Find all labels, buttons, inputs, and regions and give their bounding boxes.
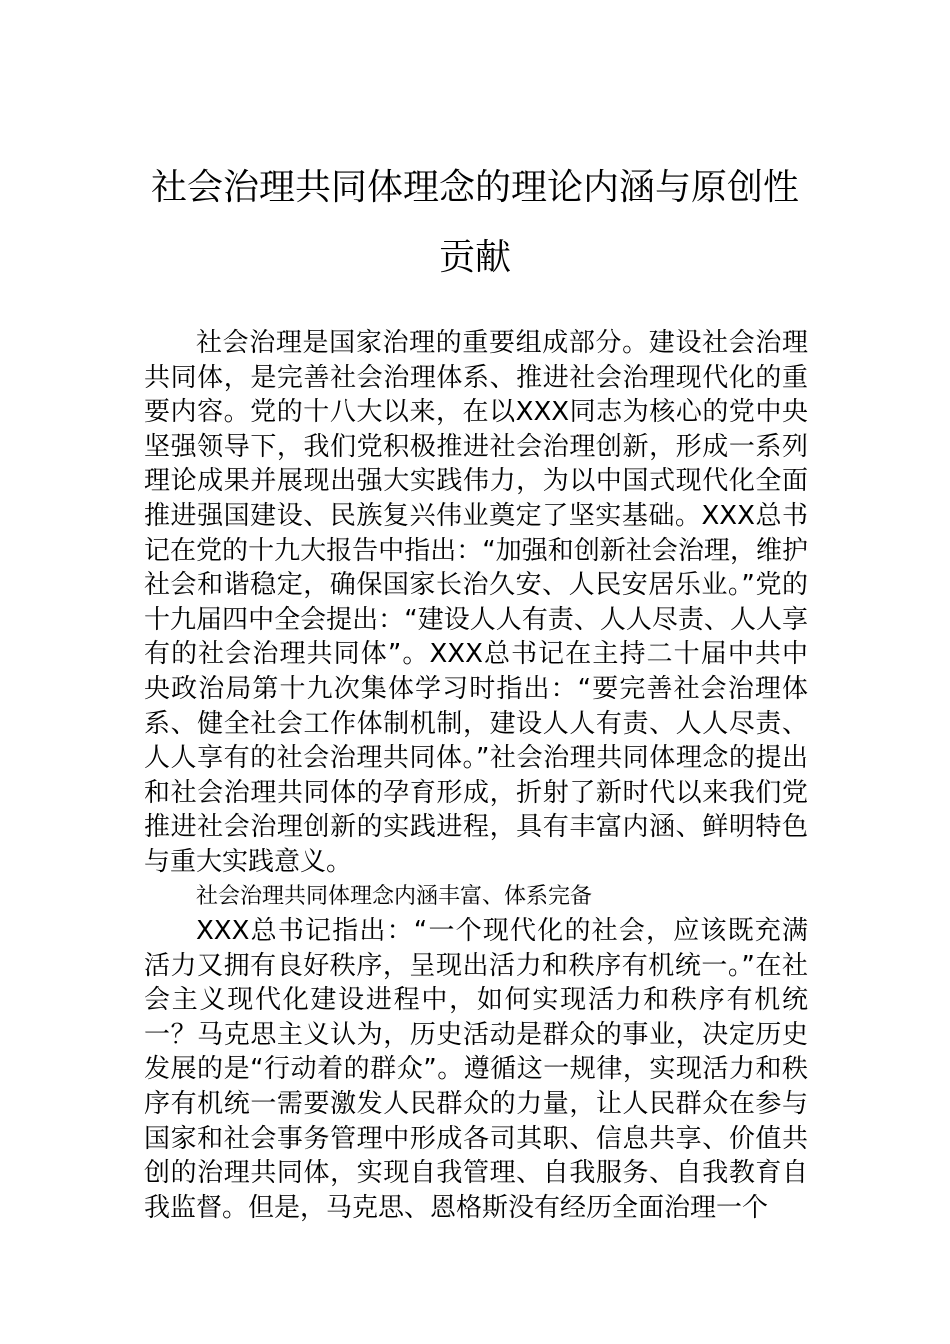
document-title-line-2: 贡献 [438,237,511,278]
body-paragraph-1: 社会治理是国家治理的重要组成部分。建设社会治理共同体，是完善社会治理体系、推进社会治理现代化的重要内容。党的十八大以来，在以XXX同志为核心的党中央坚强领导下，我们党积极推进社会治理创新，形成一系列理论成果并展现出强大实践伟力，为以中国式现代化全面推进强国建设、民族复兴伟业奠定了坚实基础。XXX总书记在党的十九大报告中指出：“加强和创新社会治理，维护社会和谐稳定，确保国家长治久安、人民安居乐业。”党的十九届四中全会提出：“建设人人有责、人人尽责、人人享有的社会治理共同体”。XXX总书记在主持二十届中共中央政治局第十九次集体学习时指出：“要完善社会治理体系、健全社会工作体制机制，建设人人有责、人人尽责、人人享有的社会治理共同体。”社会治理共同体理念的提出和社会治理共同体的孕育形成，折射了新时代以来我们党推进社会治理创新的实践进程，具有丰富内涵、鲜明特色与重大实践意义。 [144,328,808,877]
document-title-line-1: 社会治理共同体理念的理论内涵与原创性 [150,167,799,208]
body-paragraph-2: XXX总书记指出：“一个现代化的社会，应该既充满活力又拥有良好秩序，呈现出活力和秩序有机统一。”在社会主义现代化建设进程中，如何实现活力和秩序有机统一？马克思主义认为，历史活动是群众的事业，决定历史发展的是“行动着的群众”。遵循这一规律，实现活力和秩序有机统一需要激发人民群众的力量，让人民群众在参与国家和社会事务管理中形成各司其职、信息共享、价值共创的治理共同体，实现自我管理、自我服务、自我教育自我监督。但是，马克思、恩格斯没有经历全面治理一个 [144,916,808,1223]
section-heading: 社会治理共同体理念内涵丰富、体系完备 [196,883,593,909]
document-body [144,326,808,1225]
